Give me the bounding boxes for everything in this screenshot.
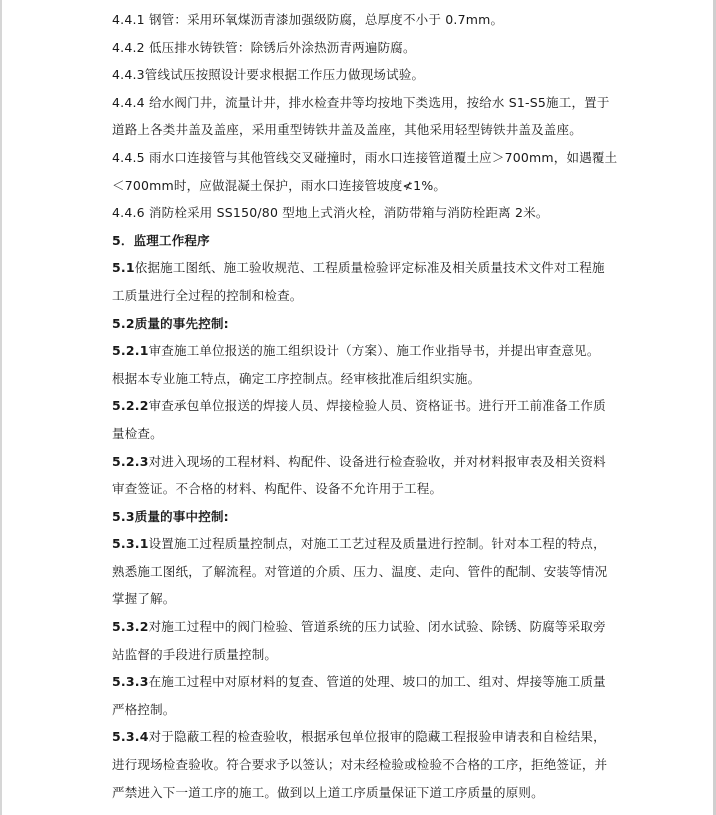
section-heading xyxy=(112,503,604,531)
section-heading xyxy=(112,310,604,338)
line-text: 5.2质量的事先控制: xyxy=(112,315,229,331)
text-line xyxy=(112,365,604,393)
line-text: 审查承包单位报送的焊接人员、焊接检验人员、资格证书。进行开工前准备工作质 xyxy=(148,398,606,414)
text-line xyxy=(112,779,604,807)
text-line xyxy=(112,668,604,696)
text-line xyxy=(112,696,604,724)
text-line xyxy=(112,172,604,200)
text-line xyxy=(112,116,604,144)
line-text: 道路上各类井盖及盖座，采用重型铸铁井盖及盖座，其他采用轻型铸铁井盖及盖座。 xyxy=(112,122,582,138)
line-text: 4.4.2 低压排水铸铁管：除锈后外涂热沥青两遍防腐。 xyxy=(112,39,416,55)
section-heading xyxy=(112,227,604,255)
text-line xyxy=(112,6,604,34)
text-line xyxy=(112,475,604,503)
line-text: 4.4.3管线试压按照设计要求根据工作压力做现场试验。 xyxy=(112,67,425,83)
line-text: 根据本专业施工特点，确定工序控制点。经审核批准后组织实施。 xyxy=(112,370,481,386)
text-line xyxy=(112,448,604,476)
clause-number: 5.3.1 xyxy=(112,536,149,552)
line-text: 4.4.1 钢管：采用环氧煤沥青漆加强级防腐，总厚度不小于 0.7mm。 xyxy=(112,12,504,27)
clause-number: 5.2.3 xyxy=(112,453,149,469)
line-text: ＜700mm时，应做混凝土保护，雨水口连接管坡度≮1%。 xyxy=(112,177,447,193)
line-text: 审查施工单位报送的施工组织设计（方案）、施工作业指导书，并提出审查意见。 xyxy=(148,343,600,359)
line-text: 设置施工过程质量控制点，对施工工艺过程及质量进行控制。针对本工程的特点， xyxy=(148,536,606,552)
text-line xyxy=(112,641,604,669)
text-line xyxy=(112,254,604,282)
text-line xyxy=(112,144,618,172)
line-text: 站监督的手段进行质量控制。 xyxy=(112,646,278,662)
text-line xyxy=(112,420,604,448)
text-line xyxy=(112,530,604,558)
text-line xyxy=(112,558,608,586)
line-text: 审查签证。不合格的材料、构配件、设备不允许用于工程。 xyxy=(112,481,443,497)
line-text: 严禁进入下一道工序的施工。做到以上道工序质量保证下道工序质量的原则。 xyxy=(112,784,544,800)
text-line xyxy=(112,585,604,613)
clause-number: 5.3.4 xyxy=(112,729,149,745)
text-line xyxy=(112,751,608,779)
line-text: 4.4.4 给水阀门井，流量计井，排水检查井等均按地下类选用，按给水 S1-S5施工，置于 xyxy=(112,94,610,110)
line-text: 工质量进行全过程的控制和检查。 xyxy=(112,287,303,303)
line-text: 熟悉施工图纸，了解流程。对管道的介质、压力、温度、走向、管件的配制、安装等情况 xyxy=(112,563,608,579)
text-line xyxy=(112,61,604,89)
line-text: 量检查。 xyxy=(112,425,163,441)
line-text: 4.4.5 雨水口连接管与其他管线交叉碰撞时，雨水口连接管道覆土应＞700mm，如遇覆土 xyxy=(112,149,618,165)
text-line xyxy=(112,199,604,227)
clause-number: 5.3.2 xyxy=(112,619,149,635)
line-text: 5.3质量的事中控制: xyxy=(112,508,229,524)
text-line xyxy=(112,337,604,365)
document-body xyxy=(112,6,618,806)
line-text: 对进入现场的工程材料、构配件、设备进行检查验收，并对材料报审表及相关资料 xyxy=(148,453,606,469)
line-text: 4.4.6 消防栓采用 SS150/80 型地上式消火栓，消防带箱与消防栓距离 2米。 xyxy=(112,205,549,221)
line-text: 对施工过程中的阀门检验、管道系统的压力试验、闭水试验、除锈、防腐等采取旁 xyxy=(148,619,606,635)
line-text: 掌握了解。 xyxy=(112,591,176,607)
line-text: 5．监理工作程序 xyxy=(112,232,210,248)
line-text: 对于隐蔽工程的检查验收，根据承包单位报审的隐藏工程报验申请表和自检结果， xyxy=(148,729,606,745)
text-line xyxy=(112,282,604,310)
text-line xyxy=(112,723,604,751)
line-text: 在施工过程中对原材料的复查、管道的处理、坡口的加工、组对、焊接等施工质量 xyxy=(148,674,606,690)
line-text: 严格控制。 xyxy=(112,701,176,717)
line-text: 进行现场检查验收。符合要求予以签认；对未经检验或检验不合格的工序，拒绝签证，并 xyxy=(112,757,608,773)
text-line xyxy=(112,34,604,62)
text-line xyxy=(112,89,610,117)
clause-number: 5.3.3 xyxy=(112,674,149,690)
clause-number: 5.1 xyxy=(112,260,135,276)
clause-number: 5.2.1 xyxy=(112,343,149,359)
clause-number: 5.2.2 xyxy=(112,398,149,414)
line-text: 依据施工图纸、施工验收规范、工程质量检验评定标准及相关质量技术文件对工程施 xyxy=(134,260,605,276)
text-line xyxy=(112,392,604,420)
text-line xyxy=(112,613,604,641)
page-left-edge xyxy=(0,0,2,815)
